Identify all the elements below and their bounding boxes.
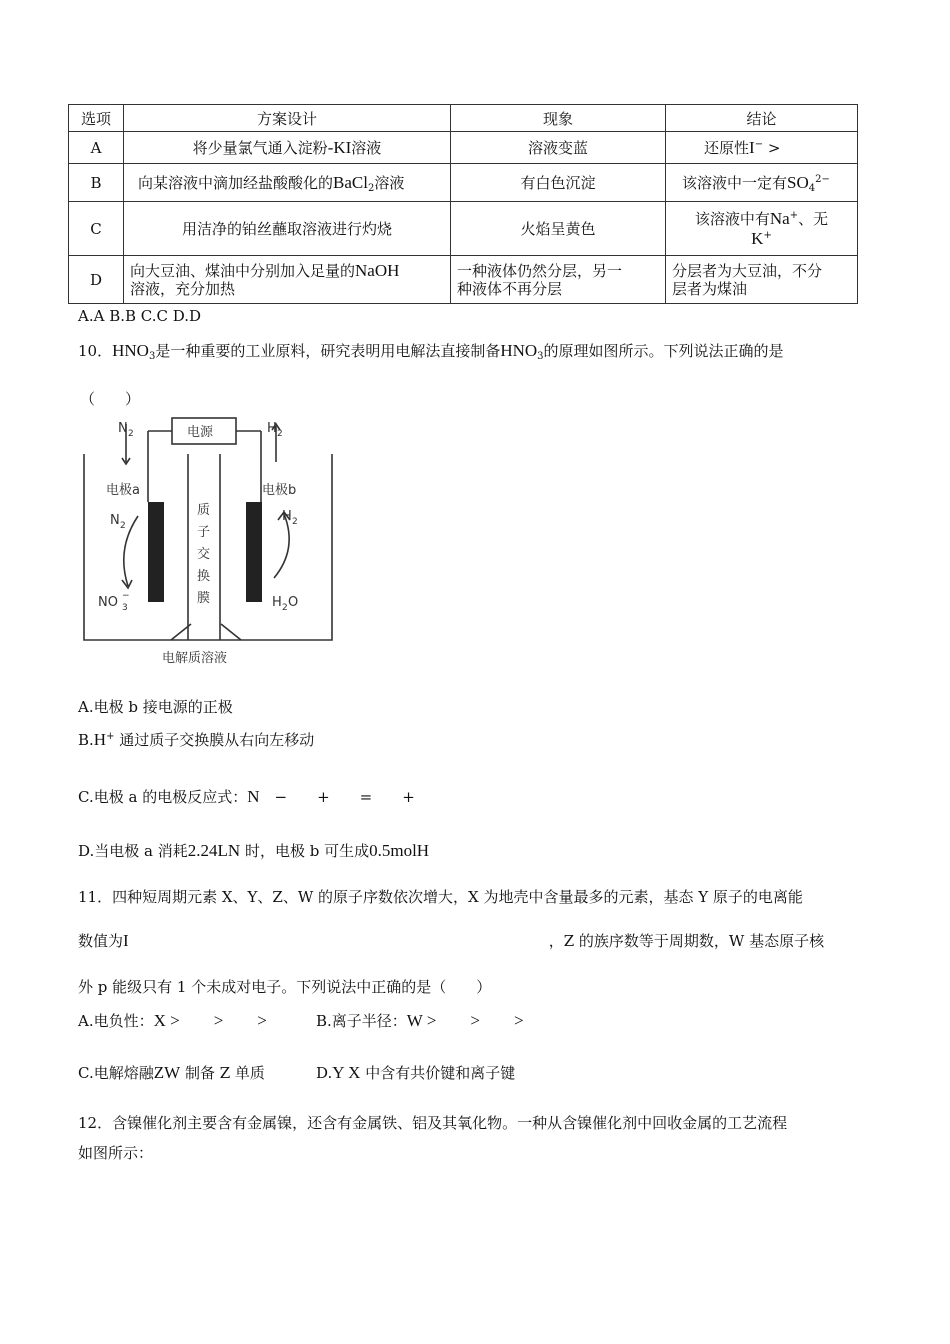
electrode-a [148, 502, 164, 602]
n2-top-label: N [118, 421, 128, 436]
table-row: C 用洁净的铂丝蘸取溶液进行灼烧 火焰呈黄色 该溶液中有Na+、无 K+ [69, 202, 858, 256]
electrode-a-label: 电极a [106, 483, 140, 498]
h2o-label: H [272, 595, 282, 610]
svg-text:3: 3 [122, 603, 128, 613]
q10-option-d: D.当电极 a 消耗2.24LN 时，电极 b 可生成0.5molH [78, 841, 430, 860]
table-row: D 向大豆油、煤油中分别加入足量的NaOH 溶液，充分加热 一种液体仍然分层，另一 种液体不再分层 分层者为大豆油，不分 层者为煤油 [69, 256, 858, 304]
power-label: 电源 [187, 425, 214, 440]
svg-text:2: 2 [277, 429, 283, 439]
membrane-char: 质 [197, 503, 211, 518]
svg-text:2: 2 [120, 521, 126, 531]
electrode-b [246, 502, 262, 602]
options-table [68, 104, 858, 304]
q10-option-a: A.电极 b 接电源的正极 [78, 698, 233, 716]
q11-line1: 11．四种短周期元素 X、Y、Z、W 的原子序数依次增大，X 为地壳中含量最多的元素，基态 Y 原子的电离能 [78, 888, 803, 906]
table-header [69, 105, 858, 132]
q10-option-b: B.H+ 通过质子交换膜从右向左移动 [78, 730, 315, 749]
q11-option-b: B.离子半径：W > > > [316, 1011, 524, 1030]
electrolyte-label: 电解质溶液 [162, 651, 228, 666]
header-design: 方案设计 [124, 105, 451, 132]
svg-text:−: − [122, 591, 130, 601]
svg-text:2: 2 [128, 429, 134, 439]
q11-option-c: C.电解熔融ZW 制备 Z 单质 [78, 1063, 265, 1082]
header-option: 选项 [69, 105, 124, 132]
q10-option-c: C.电极 a 的电极反应式：N − + = + [78, 787, 415, 806]
q12-line1: 12．含镍催化剂主要含有金属镍，还含有金属铁、铝及其氧化物。一种从含镍催化剂中回收金属的工艺流程 [78, 1114, 788, 1132]
membrane-char: 膜 [197, 591, 211, 606]
q10-paren: （ ） [80, 390, 141, 408]
electrolysis-diagram [76, 414, 338, 670]
header-phenomenon: 现象 [451, 105, 666, 132]
q11-option-a: A.电负性：X > > > [78, 1011, 267, 1030]
q11-option-d: D.Y X 中含有共价键和离子键 [316, 1063, 516, 1082]
header-conclusion: 结论 [666, 105, 858, 132]
n2-in-label: N [110, 513, 120, 528]
electrode-b-label: 电极b [262, 483, 297, 498]
table-row: B 向某溶液中滴加经盐酸酸化的BaCl$_2$溶液 有白色沉淀 该溶液中一定有$SO_4^{2-}$ [69, 164, 858, 202]
svg-text:2: 2 [292, 517, 298, 527]
table-row: A 将少量氯气通入淀粉-KI溶液 溶液变蓝 还原性I− > [69, 132, 858, 164]
h2-out-label: H [282, 509, 292, 524]
q11-line3: 外 p 能级只有 1 个未成对电子。下列说法中正确的是（ ） [78, 978, 492, 996]
svg-text:2: 2 [282, 603, 288, 613]
arrow-n2-no3 [124, 516, 138, 586]
membrane-char: 子 [197, 525, 211, 540]
svg-text:O: O [288, 595, 299, 610]
h2-top-label: H [267, 421, 277, 436]
no3-label: NO [98, 595, 118, 610]
q12-line2: 如图所示： [78, 1144, 154, 1162]
q11-line2: 数值为I ，Z 的族序数等于周期数，W 基态原子核 [78, 931, 825, 950]
membrane-char: 交 [197, 547, 211, 562]
q9-answer-options: A.A B.B C.C D.D [78, 307, 202, 325]
q10-stem: 10．$HNO_3$是一种重要的工业原料，研究表明用电解法直接制备$HNO_3$的原理如图所示。下列说法正确的是 [78, 341, 784, 362]
membrane-char: 换 [197, 569, 211, 584]
